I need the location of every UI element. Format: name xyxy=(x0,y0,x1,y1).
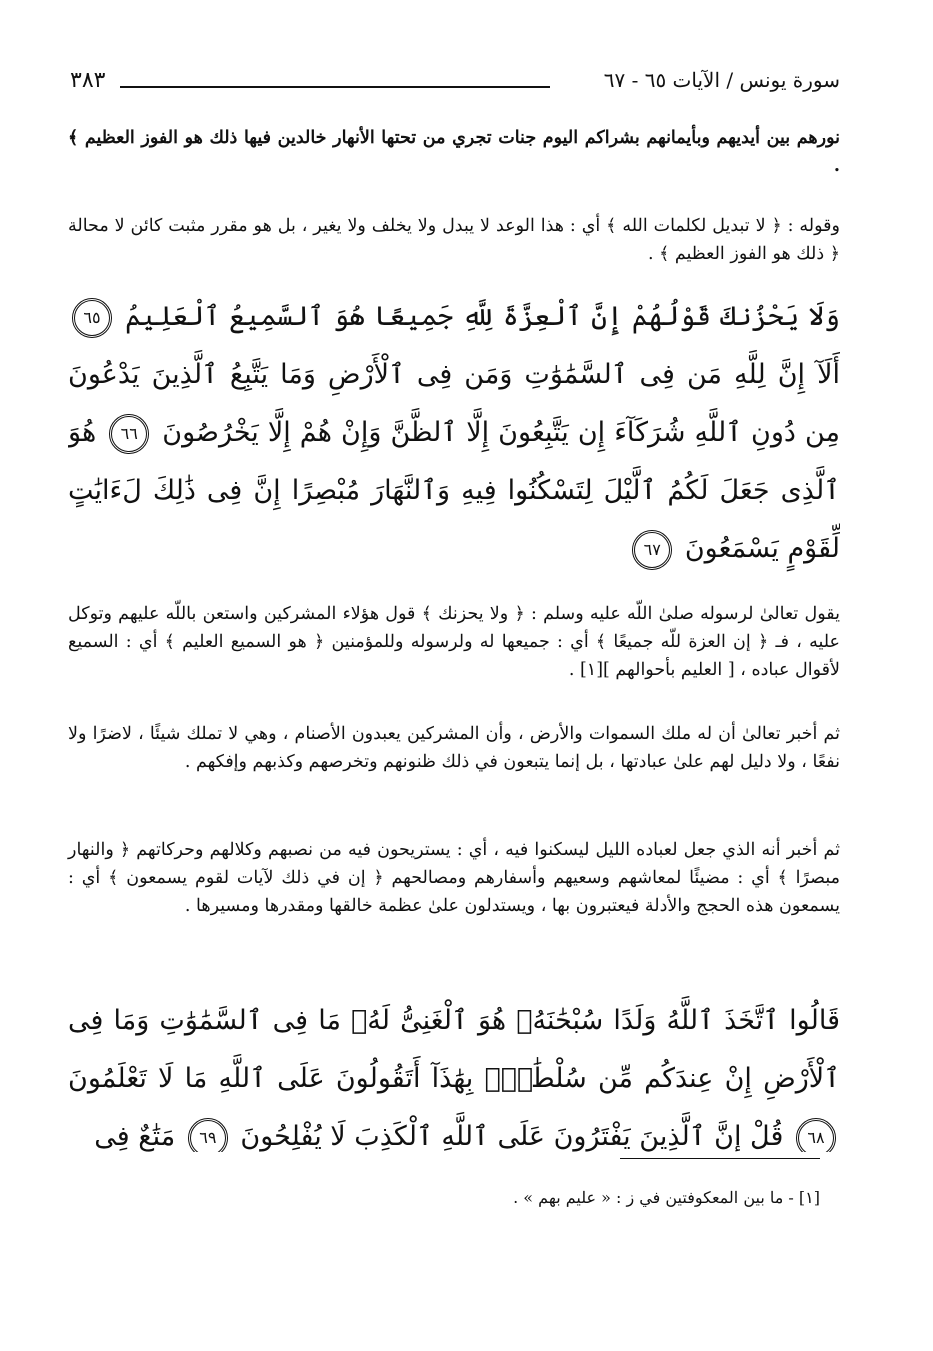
verse-65-text: وَلَا يَحْزُنكَ قَوْلُهُمْ إِنَّ ٱلْعِزَّةَ لِلَّهِ جَمِيعًا هُوَ ٱلسَّمِيعُ ٱلْعَلِيمُ xyxy=(125,301,840,332)
footnote-rule xyxy=(620,1158,820,1159)
header-rule xyxy=(120,86,550,88)
page-number: ٣٨٣ xyxy=(70,68,106,93)
tafsir-paragraph-3: ثم أخبر أنه الذي جعل لعباده الليل ليسكنوا فيه ، أي : يستريحون فيه من نصبهم وكلالهم وحركاتهم ﴿ والنهار مبصرًا ﴾ أي : مضيئًا لمعاشهم وسعيهم وأسفارهم ومصالحهم ﴿ إن في ذلك لآيات لقوم يسمعون ﴾ أي : يسمعون هذه الحجج والأدلة فيعتبرون بها ، ويستدلون علىٰ عظمة خالقها ومقدرها ومسيرها . xyxy=(68,840,840,916)
verse-67-text: هُوَ ٱلَّذِى جَعَلَ لَكُمُ ٱلَّيْلَ لِتَسْكُنُوا فِيهِ وَٱلنَّهَارَ مُبْصِرًا إِنَّ فِى ذَٰلِكَ لَءَايَٰتٍ لِّقَوْمٍ يَسْمَعُونَ xyxy=(68,417,840,564)
tafsir-paragraph-2: ثم أخبر تعالىٰ أن له ملك السموات والأرض ، وأن المشركين يعبدون الأصنام ، وهي لا تملك شيئًا ، لاضرًا ولا نفعًا ، ولا دليل لهم علىٰ عبادتها ، بل إنما يتبعون في ذلك ظنونهم وتخرصهم وكذبهم وإفكهم . xyxy=(68,724,840,772)
paragraph-continued: نورهم بين أيديهم وبأيمانهم بشراكم اليوم جنات تجري من تحتها الأنهار خالدين فيها ذلك هو الفوز العظيم ﴾ . xyxy=(68,128,840,176)
verse-66-text: أَلَآ إِنَّ لِلَّهِ مَن فِى ٱلسَّمَٰوَٰتِ وَمَن فِى ٱلْأَرْضِ وَمَا يَتَّبِعُ ٱلَّذِينَ يَدْعُونَ مِن دُونِ ٱللَّهِ شُرَكَآءَ إِن يَتَّبِعُونَ إِلَّا ٱلظَّنَّ وَإِنْ هُمْ إِلَّا يَخْرُصُونَ xyxy=(68,359,840,448)
ayah-marker-68: ٦٨ xyxy=(796,1118,836,1153)
surah-title: سورة يونس / الآيات ٦٥ - ٦٧ xyxy=(603,68,840,92)
paragraph-commentary-intro: وقوله : ﴿ لا تبديل لكلمات الله ﴾ أي : هذا الوعد لا يبدل ولا يخلف ولا يغير ، بل هو مقرر مثبت كائن لا محالة ﴿ ذلك هو الفوز العظيم ﴾ . xyxy=(68,216,840,264)
quran-verses-68-69 xyxy=(68,992,840,1152)
ayah-marker-67: ٦٧ xyxy=(632,530,672,570)
verse-69-text: قُلْ إِنَّ ٱلَّذِينَ يَفْتَرُونَ عَلَى ٱللَّهِ ٱلْكَذِبَ لَا يُفْلِحُونَ xyxy=(240,1121,784,1152)
quran-verses-65-67 xyxy=(68,288,840,588)
page-header xyxy=(70,58,840,98)
verse-70-start: مَتَٰعٌ فِى xyxy=(94,1121,176,1152)
verse-68-text: قَالُوا ٱتَّخَذَ ٱللَّهُ وَلَدًا سُبْحَٰنَهُۥ هُوَ ٱلْغَنِىُّ لَهُۥ مَا فِى ٱلسَّمَٰوَٰتِ وَمَا فِى ٱلْأَرْضِ إِنْ عِندَكُم مِّن سُلْطَٰنٍۭ بِهَٰذَآ أَتَقُولُونَ عَلَى ٱللَّهِ مَا لَا تَعْلَمُونَ xyxy=(68,1005,840,1094)
ayah-marker-66: ٦٦ xyxy=(109,414,149,454)
ayah-marker-69: ٦٩ xyxy=(188,1118,228,1153)
tafsir-paragraph-1: يقول تعالىٰ لرسوله صلىٰ اللّه عليه وسلم : ﴿ ولا يحزنك ﴾ قول هؤلاء المشركين واستعن باللّه عليهم وتوكل عليه ، فـ ﴿ إن العزة للّه جميعًا ﴾ أي : جميعها له ولرسوله وللمؤمنين ﴿ هو السميع العليم ﴾ أي : السميع لأقوال عباده ، [ العليم بأحوالهم ][١] . xyxy=(68,604,840,680)
footnote: [١] - ما بين المعكوفتين في ز : « عليم بهم » . xyxy=(513,1188,820,1207)
ayah-marker-65: ٦٥ xyxy=(72,298,112,338)
